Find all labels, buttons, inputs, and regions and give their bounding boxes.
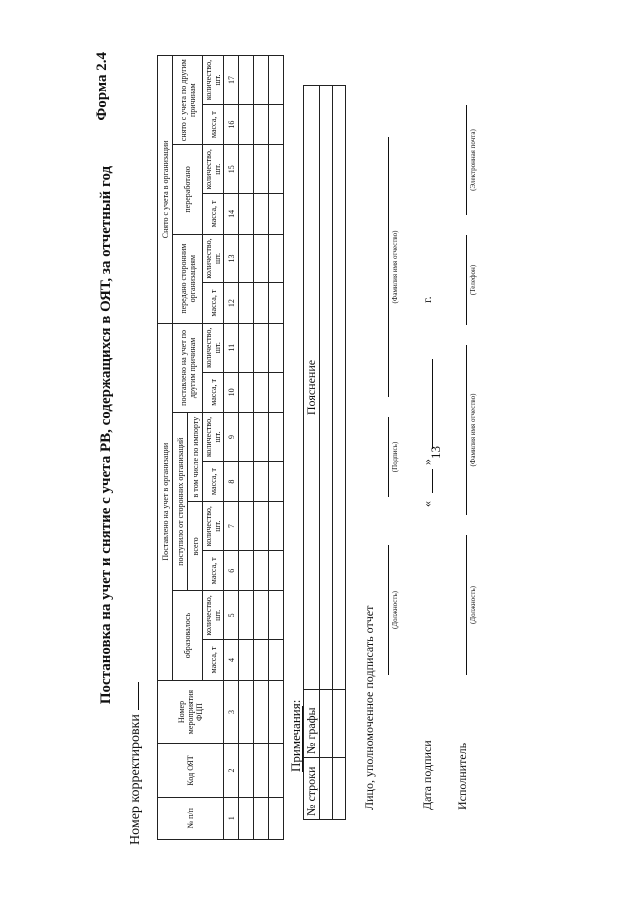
column-number: 5 [224,591,239,640]
data-cell[interactable] [254,502,269,551]
correction-label: Номер корректировки [128,714,143,845]
data-cell[interactable] [254,194,269,234]
mass-header: масса, т [203,104,224,144]
mass-header: масса, т [203,640,224,680]
data-cell[interactable] [254,413,269,462]
position-line[interactable] [388,545,389,675]
fio-caption: (Фамилия имя отчество) [391,230,399,304]
data-row [239,56,254,840]
qty-header: количество, шт. [203,323,224,372]
data-cell[interactable] [269,502,284,551]
column-number: 17 [224,56,239,105]
authorized-person-label: Лицо, уполномоченное подписать отчет [362,605,376,810]
column-number: 7 [224,502,239,551]
mass-header: масса, т [203,461,224,501]
executor-position-caption: (Должность) [469,586,477,624]
formed-header: образовалось [173,591,203,680]
month-year-line[interactable] [432,359,433,449]
executor-position-line[interactable] [466,535,467,675]
data-cell[interactable] [269,283,284,323]
data-cell[interactable] [239,283,254,323]
page-number: 13 [428,446,443,459]
received-header: поступило от сторонних организаций [173,413,188,591]
report-title: Постановка на учет и снятие с учета РВ, содержащихся в ОЯТ, за отчетный год [98,165,114,705]
data-cell[interactable] [269,413,284,462]
processed-header: переработано [173,145,203,234]
mass-header: масса, т [203,551,224,591]
form-label: Форма 2.4 [94,52,110,121]
data-cell[interactable] [254,234,269,283]
notes-cell[interactable] [320,86,333,690]
signature-line[interactable] [388,417,389,497]
data-cell[interactable] [254,591,269,640]
data-cell[interactable] [269,640,284,680]
signature-caption: (Подпись) [391,441,399,473]
data-cell[interactable] [269,145,284,194]
column-number: 1 [224,797,239,839]
column-number-row [224,56,239,840]
data-cell[interactable] [269,744,284,797]
other-removed-header: снято с учета по другим причинам [173,56,203,145]
column-number: 12 [224,283,239,323]
day-line[interactable] [432,469,433,493]
data-cell[interactable] [239,194,254,234]
column-number: 9 [224,413,239,462]
data-cell[interactable] [254,680,269,744]
email-line[interactable] [466,105,467,215]
data-cell[interactable] [269,591,284,640]
data-cell[interactable] [239,56,254,105]
data-cell[interactable] [254,145,269,194]
notes-row [333,86,346,820]
data-cell[interactable] [269,372,284,412]
sign-date-label: Дата подписи [420,740,434,810]
qty-header: количество, шт. [203,234,224,283]
data-row [254,56,269,840]
qty-header: количество, шт. [203,502,224,551]
notes-expl-header: Пояснение [304,86,320,690]
data-cell[interactable] [269,56,284,105]
data-cell[interactable] [239,551,254,591]
data-cell[interactable] [254,640,269,680]
data-cell[interactable] [254,797,269,839]
correction-blank [128,682,139,710]
notes-cell[interactable] [333,86,346,690]
transferred-header: передано сторонним организациям [173,234,203,323]
data-row [269,56,284,840]
position-caption: (Должность) [391,591,399,629]
mass-header: масса, т [203,283,224,323]
correction-number [128,682,144,845]
column-number: 8 [224,461,239,501]
qty-header: количество, шт. [203,56,224,105]
column-number: 16 [224,104,239,144]
col-no-header: № п/п [158,797,224,839]
mass-header: масса, т [203,194,224,234]
column-number: 11 [224,323,239,372]
year-suffix: г. [420,296,434,303]
group-registered-header: Поставлено на учет в организации [158,323,173,680]
quote-close: » [420,459,434,465]
group-removed-header: Снято с учета в организации [158,56,173,324]
notes-cell[interactable] [333,690,346,758]
column-number: 13 [224,234,239,283]
data-cell[interactable] [269,680,284,744]
data-cell[interactable] [239,372,254,412]
data-cell[interactable] [239,680,254,744]
col-measure-header: Номер мероприятия ФЦП [158,680,224,744]
data-cell[interactable] [239,104,254,144]
data-cell[interactable] [239,145,254,194]
data-cell[interactable] [239,413,254,462]
notes-header-row [304,86,320,820]
header-row-1 [158,56,173,840]
data-cell[interactable] [269,797,284,839]
notes-cell[interactable] [320,690,333,758]
phone-line[interactable] [466,235,467,325]
executor-fio-caption: (Фамилия имя отчество) [469,393,477,467]
email-caption: (Электронная почта) [469,129,477,191]
data-cell[interactable] [254,283,269,323]
phone-caption: (Телефон) [469,264,477,296]
data-cell[interactable] [239,797,254,839]
data-cell[interactable] [269,194,284,234]
quote-open: « [420,501,434,507]
data-cell[interactable] [254,461,269,501]
data-cell[interactable] [239,461,254,501]
column-number: 4 [224,640,239,680]
main-table [157,55,284,840]
data-cell[interactable] [269,551,284,591]
data-cell[interactable] [254,323,269,372]
import-header: в том числе по импорту [188,413,203,502]
data-cell[interactable] [239,744,254,797]
other-registered-header: поставлено на учет по другим причинам [173,323,203,412]
data-cell[interactable] [254,104,269,144]
column-number: 14 [224,194,239,234]
executor-label: Исполнитель [455,742,469,810]
notes-cell[interactable] [333,758,346,820]
total-header: всего [188,502,203,591]
data-cell[interactable] [254,56,269,105]
data-cell[interactable] [254,372,269,412]
qty-header: количество, шт. [203,591,224,640]
data-cell[interactable] [254,551,269,591]
notes-title: Примечания: [288,699,303,772]
notes-row-header: № строки [304,758,320,820]
notes-table [303,85,346,820]
data-cell[interactable] [239,502,254,551]
column-number: 6 [224,551,239,591]
data-cell[interactable] [239,323,254,372]
executor-fio-line[interactable] [466,345,467,515]
data-cell[interactable] [269,323,284,372]
notes-row [320,86,333,820]
notes-cell[interactable] [320,758,333,820]
qty-header: количество, шт. [203,145,224,194]
data-cell[interactable] [269,104,284,144]
mass-header: масса, т [203,372,224,412]
data-cell[interactable] [269,461,284,501]
column-number: 15 [224,145,239,194]
data-cell[interactable] [239,591,254,640]
column-number: 10 [224,372,239,412]
fio-line[interactable] [388,137,389,397]
data-cell[interactable] [239,640,254,680]
column-number: 2 [224,744,239,797]
notes-col-header: № графы [304,690,320,758]
data-cell[interactable] [269,234,284,283]
qty-header: количество, шт. [203,413,224,462]
col-code-header: Код ОЯТ [158,744,224,797]
data-cell[interactable] [239,234,254,283]
column-number: 3 [224,680,239,744]
data-cell[interactable] [254,744,269,797]
